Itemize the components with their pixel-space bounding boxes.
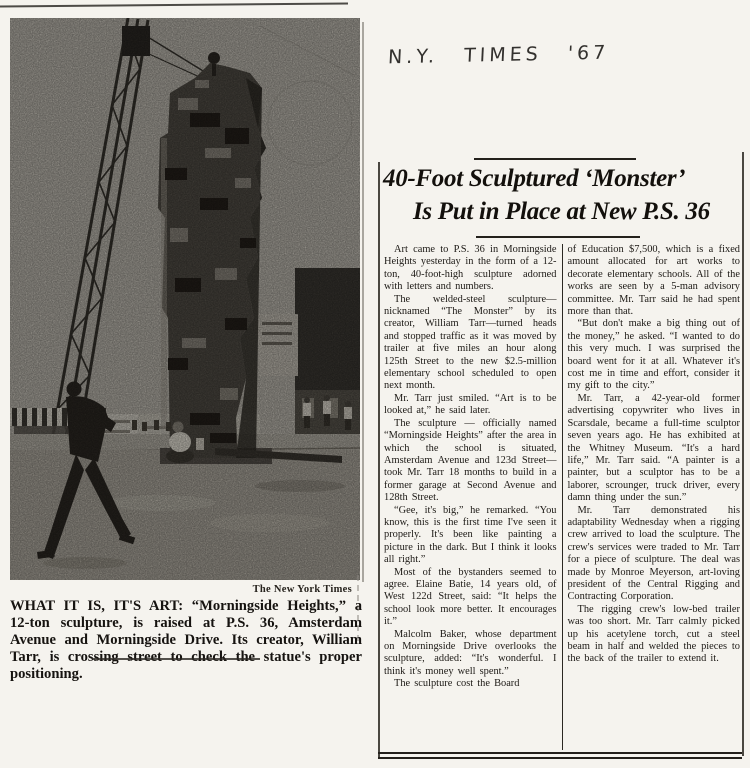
paragraph: Mr. Tarr demonstrated his adaptability Wednesday when a rigging crew arrived to load the sculpture. The crew's services were traded to Mr. Tarr for a piece of sculpture. The deal was made by Monroe Meyerson, art-loving president of the Central Rigging and Contracting Corporation. (567, 504, 740, 603)
article-column-1 (384, 244, 563, 750)
paragraph: “Gee, it's big,” he remarked. “You know, this is the first time I've seen it properly. It's been like painting a picture in the dark. But I think it looks all right.” (384, 504, 557, 566)
article-right-rule (742, 152, 744, 756)
article-columns (384, 244, 740, 750)
photo-credit: The New York Times (252, 584, 352, 595)
paragraph: The sculpture cost the Board (394, 678, 520, 690)
headline-top-rule (474, 158, 636, 160)
paragraph: The rigging crew's low-bed trailer was too short. Mr. Tarr calmly picked up his acetylene torch, cut a steel beam in half and welded the pieces to the back of the trailer to extend it. (567, 603, 740, 665)
paragraph: The welded-steel sculpture—nicknamed “The Monster” by its creator, William Tarr—turned heads and stopped traffic as it was moved by trailer at five miles an hour along 125th Street to the new $2.5-million elementary school scheduled to open next month. (384, 293, 557, 392)
paragraph: Mr. Tarr just smiled. “Art is to be looked at,” he said later. (384, 392, 557, 417)
headline-line-2: Is Put in Place at New P.S. 36 (413, 198, 710, 225)
paragraph: Art came to P.S. 36 in Morningside Heights yesterday in the form of a 12-ton, 40-foot-high sculpture adorned with letters and numbers. (384, 244, 557, 293)
paragraph-continuation: of Education $7,500, which is a fixed amount allocated for art works to decorate elementary schools. All of the works are seen by a 5-man advisory committee. Mr. Tarr said he had spent more than that. (567, 244, 740, 318)
paragraph: Mr. Tarr, a 42-year-old former advertising copywriter who lives in Scarsdale, became a full-time sculptor seven years ago. He has exhibited at the Whitney Museum. “It's a hard life,” Mr. Tarr said. “A painter is a painter, but a sculptor has to be a laborer, scrounger, truck driver, every damn thing under the sun.” (567, 392, 740, 504)
paragraph: The sculpture — officially named “Morningside Heights” after the area in which the school is situated, Amsterdam Avenue and 123d Street—took Mr. Tarr 18 months to build in a former garage at Second Avenue and 128th Street. (384, 417, 557, 504)
paragraph: Malcolm Baker, whose department on Morningside Drive overlooks the sculpture, added: “It's wonderful. I think it's money well spent.” (384, 628, 557, 677)
caption-block (10, 584, 362, 683)
caption-underline (92, 658, 260, 660)
headline-line-1: 40-Foot Sculptured ‘Monster’ (383, 165, 686, 192)
paragraph: “But don't make a big thing out of the money,” he asked. “I wanted to do this very much. I was surprised the board went for it at all. Whatever it's cost me in time and effort, consider it my gift to the city.” (567, 318, 740, 392)
article-column-2 (563, 244, 741, 750)
headline (383, 162, 739, 228)
article-left-rule (378, 162, 380, 758)
handwritten-annotation: N.Y. TIMES '67 (387, 41, 610, 69)
article (378, 152, 744, 768)
paragraph: Most of the bystanders seemed to agree. Elaine Batie, 14 years old, of West 122d Street, said: “It helps the school look more better. It encourages it.” (384, 566, 557, 628)
halftone-grain (10, 18, 360, 580)
torn-edge (0, 2, 348, 7)
sculpture-photo (10, 18, 360, 580)
headline-bottom-rule (476, 236, 640, 238)
photo-border-line (362, 22, 364, 582)
photo-illustration (10, 18, 360, 580)
photo-caption: WHAT IT IS, IT'S ART: “Morningside Heights,” a 12-ton sculpture, is raised at P.S. 36, Amsterdam Avenue and Morningside Drive. Its creator, William Tarr, is crossing street to check the statue's proper positioning. (10, 598, 362, 682)
article-end-double-rule (378, 752, 742, 759)
